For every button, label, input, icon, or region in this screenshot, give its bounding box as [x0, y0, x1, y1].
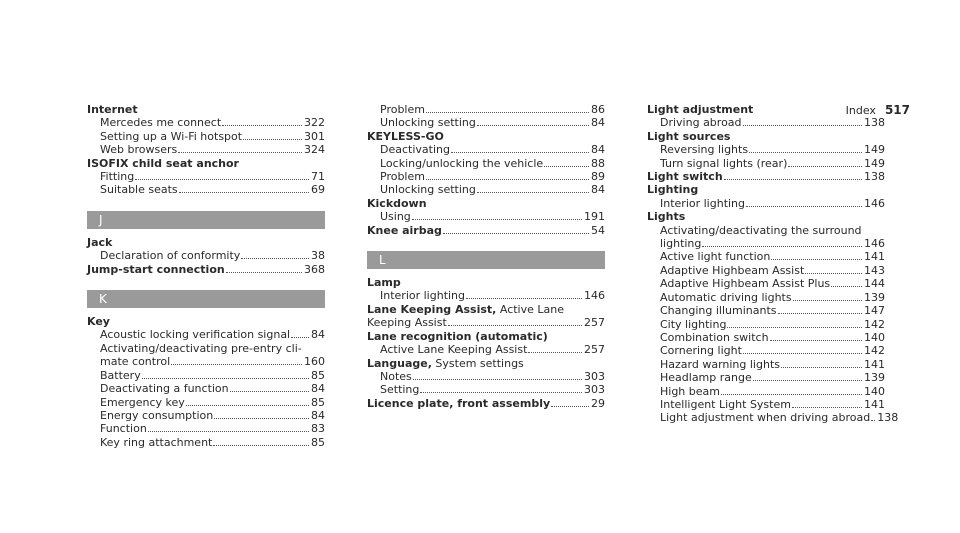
index-subentry — [87, 342, 325, 369]
page-ref[interactable]: 138 — [877, 411, 899, 425]
index-subentry — [647, 250, 885, 263]
index-subentry — [87, 143, 325, 156]
dot-leader — [724, 179, 862, 180]
index-entry — [87, 103, 325, 157]
page-ref[interactable]: 191 — [584, 210, 605, 224]
subentry-text: Changing illuminants — [660, 304, 777, 318]
index-entry — [647, 210, 899, 425]
index-entry — [647, 103, 885, 130]
dot-leader — [243, 139, 302, 140]
page-ref[interactable]: 303 — [584, 383, 605, 397]
dot-leader — [179, 192, 309, 193]
index-subentry — [647, 398, 885, 411]
subentry-text: Notes — [380, 369, 412, 383]
subentry-text: Turn signal lights (rear) — [660, 156, 788, 170]
index-subentry — [367, 157, 605, 170]
page-ref[interactable]: 140 — [864, 384, 885, 398]
index-subentry — [87, 422, 325, 435]
index-subentry — [647, 371, 885, 384]
page-ref[interactable]: 38 — [311, 249, 325, 263]
term-wrap — [647, 170, 723, 183]
subentry-text: Function — [100, 422, 147, 436]
index-subentry — [367, 103, 605, 116]
index-term[interactable]: Language, — [367, 356, 432, 370]
term-wrap — [367, 276, 401, 289]
page-ref[interactable]: 69 — [311, 183, 325, 197]
index-term[interactable]: Lights — [647, 210, 686, 224]
index-entry — [367, 357, 605, 397]
section-letter: J — [87, 211, 325, 229]
dot-leader — [466, 298, 582, 299]
term-wrap — [87, 263, 225, 276]
index-term-line — [367, 224, 605, 237]
term-wrap — [367, 303, 564, 316]
header-title: Index — [845, 104, 876, 117]
dot-leader — [781, 367, 862, 368]
page-ref[interactable]: 85 — [311, 368, 325, 382]
subentry-text: High beam — [660, 384, 720, 398]
dot-leader — [793, 300, 862, 301]
dot-leader — [792, 407, 862, 408]
dot-leader — [241, 258, 309, 259]
index-term-line — [87, 315, 325, 328]
page-ref[interactable]: 29 — [591, 396, 605, 410]
index-entry — [367, 197, 605, 224]
index-subentry — [647, 331, 885, 344]
subentry-text: Setting up a Wi-Fi hotspot — [100, 129, 243, 143]
index-subentry — [647, 291, 885, 304]
page-ref[interactable]: 141 — [864, 357, 885, 371]
dot-leader — [426, 179, 589, 180]
page-ref[interactable]: 257 — [584, 343, 605, 357]
page-ref[interactable]: 149 — [864, 156, 885, 170]
index-subentry — [87, 183, 325, 196]
dot-leader — [871, 420, 875, 421]
subentry-text: Combination switch — [660, 330, 769, 344]
page-ref[interactable]: 146 — [864, 196, 885, 210]
page-ref[interactable]: 143 — [864, 263, 885, 277]
page-ref[interactable]: 139 — [864, 290, 885, 304]
subentry-text: Web browsers — [100, 143, 178, 157]
subentry-line — [660, 237, 885, 250]
page-ref[interactable]: 71 — [311, 170, 325, 184]
index-term[interactable]: Lamp — [367, 276, 401, 290]
dot-leader — [544, 166, 589, 167]
subentry-text: Fitting — [100, 170, 135, 184]
index-subentry — [87, 369, 325, 382]
subentry-text: Adaptive Highbeam Assist — [660, 263, 805, 277]
subentry-text: Deactivating a function — [100, 382, 229, 396]
index-term-line — [647, 170, 885, 183]
dot-leader — [746, 206, 862, 207]
term-wrap — [367, 330, 548, 343]
index-entry — [367, 130, 605, 197]
index-subentry — [367, 370, 605, 383]
index-term-line — [367, 397, 605, 410]
term-wrap — [647, 210, 685, 223]
term-wrap — [367, 224, 442, 237]
term-wrap — [647, 130, 730, 143]
subentry-line — [100, 355, 325, 368]
subentry-text: Intelligent Light System — [660, 397, 791, 411]
dot-leader — [753, 380, 862, 381]
page-ref[interactable]: 83 — [311, 422, 325, 436]
term-suffix: Active Lane — [496, 302, 564, 316]
dot-leader — [771, 259, 862, 260]
term-wrap — [87, 157, 239, 170]
subentry-text: Automatic driving lights — [660, 290, 792, 304]
term-wrap — [367, 197, 427, 210]
index-term-line — [367, 197, 605, 210]
page-ref[interactable]: 84 — [311, 382, 325, 396]
subentry-text: Key ring attachment — [100, 435, 213, 449]
index-subentry — [647, 157, 885, 170]
subentry-text: Deactivating — [380, 143, 450, 157]
index-subentry — [87, 396, 325, 409]
page-ref[interactable]: 138 — [864, 116, 885, 130]
page-ref[interactable]: 301 — [304, 129, 325, 143]
page-ref[interactable]: 84 — [591, 143, 605, 157]
subentry-text: Acoustic locking verification signal — [100, 328, 291, 342]
page-ref[interactable]: 368 — [304, 262, 325, 276]
index-subentry — [87, 170, 325, 183]
index-term[interactable]: Key — [87, 315, 110, 329]
page-ref[interactable]: 322 — [304, 116, 325, 130]
index-entry — [87, 236, 325, 263]
index-subentry — [367, 170, 605, 183]
index-subentry — [367, 116, 605, 129]
index-subentry — [647, 143, 885, 156]
index-term[interactable]: Jack — [87, 235, 113, 249]
index-term-line — [367, 357, 605, 370]
index-entry — [87, 315, 325, 449]
page-ref[interactable]: 141 — [864, 397, 885, 411]
index-subentry — [87, 409, 325, 422]
index-term-line — [87, 236, 325, 249]
index-subentry — [647, 318, 885, 331]
index-subentry — [647, 116, 885, 129]
index-subentry — [367, 383, 605, 396]
subentry-text: Problem — [380, 103, 425, 116]
subentry-text: Driving abroad — [660, 116, 742, 130]
subentry-text: Suitable seats — [100, 183, 178, 197]
dot-leader — [702, 246, 862, 247]
index-subentry — [647, 277, 885, 290]
page-ref[interactable]: 84 — [591, 183, 605, 197]
index-term[interactable]: Lighting — [647, 183, 699, 197]
term-wrap — [647, 103, 753, 116]
index-term-line — [647, 130, 885, 143]
index-subentry — [87, 130, 325, 143]
subentry-text: Mercedes me connect — [100, 116, 222, 130]
subentry-text: Problem — [380, 170, 425, 184]
term-wrap — [367, 130, 444, 143]
index-entry — [367, 224, 605, 237]
index-term[interactable]: Light sources — [647, 129, 731, 143]
page-ref[interactable]: 54 — [591, 223, 605, 237]
subentry-text: City lighting — [660, 317, 727, 331]
index-term[interactable]: Lane recognition (automatic) — [367, 329, 548, 343]
page-ref[interactable]: 85 — [311, 395, 325, 409]
index-term[interactable]: KEYLESS-GO — [367, 129, 444, 143]
dot-leader — [213, 445, 309, 446]
page-ref[interactable]: 140 — [864, 330, 885, 344]
subentry-text: Light adjustment when driving abroad — [660, 411, 871, 425]
subentry-text: lighting — [660, 237, 702, 251]
dot-leader — [222, 125, 302, 126]
index-subentry — [87, 382, 325, 395]
index-subentry — [367, 343, 605, 356]
index-subentry — [647, 264, 885, 277]
subentry-text: Interior lighting — [660, 196, 746, 210]
dot-leader — [743, 125, 862, 126]
subentry-text: Energy consumption — [100, 408, 214, 422]
index-entry — [367, 276, 605, 303]
index-term-line — [87, 263, 325, 276]
dot-leader — [778, 313, 863, 314]
subentry-line: Activating/deactivating pre-entry cli- — [100, 341, 302, 355]
index-subentry — [87, 328, 325, 341]
dot-leader — [528, 352, 582, 353]
page-ref[interactable]: 141 — [864, 250, 885, 264]
page-ref[interactable]: 324 — [304, 143, 325, 157]
subentry-text: Locking/unlocking the vehicle — [380, 156, 544, 170]
subentry-text: mate control — [100, 355, 171, 369]
dot-leader — [551, 406, 589, 407]
index-subentry — [87, 249, 325, 262]
subentry-text: Reversing lights — [660, 143, 749, 157]
dot-leader — [721, 394, 862, 395]
subentry-text: Using — [380, 210, 411, 224]
dot-leader — [171, 364, 302, 365]
subentry-text: Active light function — [660, 250, 771, 264]
dot-leader — [805, 273, 862, 274]
index-term[interactable]: Light switch — [647, 170, 723, 184]
index-term-line — [87, 157, 325, 170]
subentry-text: Headlamp range — [660, 371, 752, 385]
index-term-line — [647, 103, 885, 116]
dot-leader — [142, 378, 309, 379]
page-ref[interactable]: 146 — [864, 237, 885, 251]
term-wrap — [647, 183, 698, 196]
dot-leader — [770, 340, 862, 341]
dot-leader — [831, 286, 862, 287]
index-entry — [87, 157, 325, 197]
index-term[interactable]: Knee airbag — [367, 223, 442, 237]
dot-leader — [426, 112, 589, 113]
dot-leader — [727, 327, 862, 328]
term-wrap — [87, 315, 110, 328]
index-term[interactable]: Jump-start connection — [87, 262, 225, 276]
index-entry — [367, 330, 605, 357]
index-term-line — [367, 130, 605, 143]
subentry-text: Adaptive Highbeam Assist Plus — [660, 277, 831, 291]
dot-leader — [214, 418, 309, 419]
page-ref[interactable]: 146 — [584, 289, 605, 303]
index-entry — [647, 170, 885, 183]
index-subentry — [647, 385, 885, 398]
index-entry — [367, 303, 605, 330]
index-subentry — [87, 116, 325, 129]
subentry-text: Battery — [100, 368, 141, 382]
index-term-line — [367, 330, 605, 343]
index-subentry — [647, 197, 885, 210]
index-term[interactable]: ISOFIX child seat anchor — [87, 156, 239, 170]
subentry-line: Activating/deactivating the surround — [660, 223, 862, 237]
page-ref[interactable]: 142 — [864, 317, 885, 331]
subentry-text: Setting — [380, 383, 420, 397]
page-number: 517 — [884, 103, 910, 117]
index-subentry — [367, 210, 605, 223]
index-entry — [647, 130, 885, 170]
page-ref[interactable]: 89 — [591, 170, 605, 184]
page-ref[interactable]: 84 — [311, 408, 325, 422]
continuation-text: Keeping Assist — [367, 316, 447, 330]
dot-leader — [412, 219, 582, 220]
dot-leader — [148, 431, 309, 432]
index-term-line — [647, 183, 885, 196]
index-subentry — [367, 143, 605, 156]
index-subentry — [87, 436, 325, 449]
index-subentry — [647, 344, 885, 357]
term-wrap — [87, 103, 138, 116]
subentry-text: Declaration of conformity — [100, 249, 241, 263]
term-wrap — [87, 236, 112, 249]
index-entry — [87, 263, 325, 276]
index-entry — [367, 103, 605, 130]
subentry-text: Cornering light — [660, 344, 742, 358]
page-ref[interactable]: 149 — [864, 143, 885, 157]
dot-leader — [178, 152, 302, 153]
page-ref[interactable]: 86 — [591, 103, 605, 116]
page-ref[interactable]: 160 — [304, 355, 325, 369]
term-suffix: System settings — [431, 356, 524, 370]
index-subentry — [367, 289, 605, 302]
dot-leader — [477, 192, 589, 193]
page-ref[interactable]: 144 — [864, 277, 885, 291]
section-letter: L — [367, 251, 605, 269]
index-entry — [647, 183, 885, 210]
index-term[interactable]: Kickdown — [367, 196, 427, 210]
term-wrap — [367, 357, 524, 370]
term-wrap — [367, 397, 550, 410]
subentry-text: Interior lighting — [380, 289, 466, 303]
page-ref[interactable]: 303 — [584, 369, 605, 383]
dot-leader — [477, 125, 589, 126]
page-ref[interactable]: 84 — [591, 116, 605, 130]
index-term-continuation — [367, 316, 605, 329]
subentry-text: Active Lane Keeping Assist — [380, 343, 528, 357]
page-ref[interactable]: 85 — [311, 435, 325, 449]
page-ref[interactable]: 139 — [864, 371, 885, 385]
dot-leader — [413, 379, 582, 380]
subentry-text: Unlocking setting — [380, 116, 476, 130]
index-entry — [367, 397, 605, 410]
dot-leader — [230, 391, 309, 392]
index-subentry — [647, 224, 885, 251]
page-ref[interactable]: 142 — [864, 344, 885, 358]
index-subentry — [647, 411, 899, 425]
dot-leader — [186, 405, 309, 406]
index-term-line — [367, 303, 605, 316]
section-letter: K — [87, 290, 325, 308]
index-term[interactable]: Internet — [87, 103, 138, 116]
dot-leader — [291, 337, 309, 338]
dot-leader — [448, 325, 582, 326]
index-term-line — [647, 210, 885, 223]
dot-leader — [451, 152, 589, 153]
dot-leader — [135, 179, 309, 180]
dot-leader — [743, 353, 862, 354]
page-ref[interactable]: 257 — [584, 316, 605, 330]
dot-leader — [788, 166, 862, 167]
index-term-line — [87, 103, 325, 116]
index-term[interactable]: Light adjustment — [647, 103, 754, 116]
index-subentry — [367, 183, 605, 196]
subentry-text: Hazard warning lights — [660, 357, 780, 371]
index-column-2 — [367, 103, 605, 410]
page-ref[interactable]: 88 — [591, 156, 605, 170]
subentry-text: Emergency key — [100, 395, 185, 409]
page-ref[interactable]: 147 — [864, 304, 885, 318]
dot-leader — [749, 152, 862, 153]
index-subentry — [647, 304, 885, 317]
index-term-line — [367, 276, 605, 289]
subentry-text: Unlocking setting — [380, 183, 476, 197]
index-subentry — [647, 358, 885, 371]
index-term[interactable]: Lane Keeping Assist, — [367, 302, 497, 316]
dot-leader — [226, 272, 302, 273]
dot-leader — [420, 392, 582, 393]
dot-leader — [443, 233, 589, 234]
page-ref[interactable]: 138 — [864, 170, 885, 184]
page-ref[interactable]: 84 — [311, 328, 325, 342]
index-term[interactable]: Licence plate, front assembly — [367, 396, 551, 410]
index-column-1 — [87, 103, 325, 449]
